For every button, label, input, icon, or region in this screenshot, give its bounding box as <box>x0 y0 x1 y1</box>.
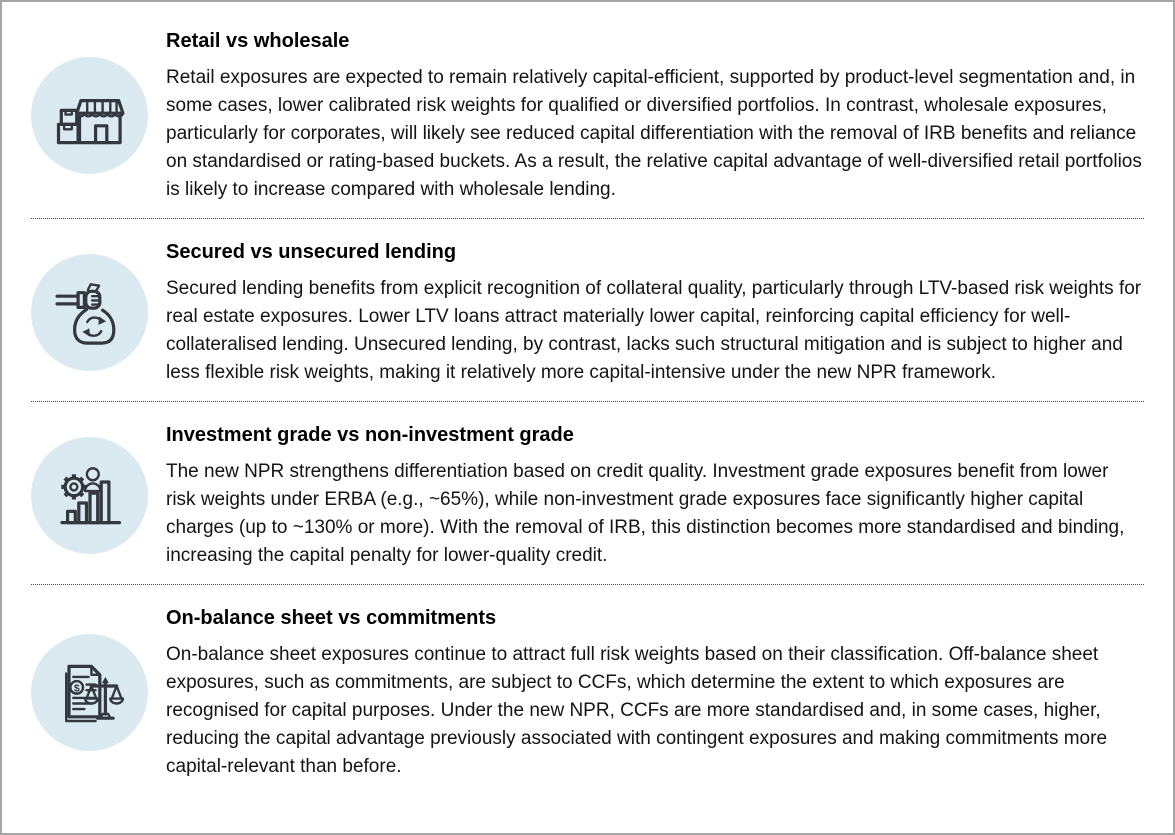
section-retail-vs-wholesale <box>31 2 1144 219</box>
section-content <box>166 421 1144 570</box>
section-body: Retail exposures are expected to remain relatively capital-efficient, supported by product-level segmentation and, in some cases, lower calibrated risk weights for qualified or diversified portfolios. In contrast, wholesale exposures, particularly for corporates, will likely see reduced capital differentiation with the removal of IRB benefits and reliance on standardised or rating-based buckets. As a result, the relative capital advantage of well-diversified retail portfolios is likely to increase compared with wholesale lending. <box>166 67 1142 200</box>
section-title: On-balance sheet vs commitments <box>166 607 497 629</box>
section-body: Secured lending benefits from explicit recognition of collateral quality, particularly through LTV-based risk weights for real estate exposures. Lower LTV loans attract materially lower capital, reinforcing capital efficiency for well-collateralised lending. Unsecured lending, by contrast, lacks such structural mitigation and is subject to higher and less flexible risk weights, making it relatively more capital-intensive under the new NPR framework. <box>166 278 1142 383</box>
icon-circle <box>31 437 148 554</box>
section-body: On-balance sheet exposures continue to attract full risk weights based on their classification. Off-balance sheet exposures, such as commitments, are subject to CCFs, which determine the extent to which exposures are recognised for capital purposes. Under the new NPR, CCFs are more standardised and, in some cases, higher, reducing the capital advantage previously associated with contingent exposures and making commitments more capital-relevant than before. <box>166 644 1108 777</box>
section-secured-vs-unsecured <box>31 219 1144 402</box>
section-content <box>166 604 1144 781</box>
hand-moneybag-icon <box>55 278 125 348</box>
section-content <box>166 27 1144 204</box>
icon-circle <box>31 57 148 174</box>
section-investment-grade <box>31 402 1144 585</box>
section-title: Retail vs wholesale <box>166 30 350 52</box>
section-on-balance-sheet <box>31 585 1144 795</box>
svg-text:$: $ <box>73 682 80 695</box>
gear-person-growth-chart-icon <box>55 461 125 531</box>
section-body: The new NPR strengthens differentiation based on credit quality. Investment grade exposures benefit from lower risk weights under ERBA (e.g., ~65%), while non-investment grade exposures face significantly higher capital charges (up to ~130% or more). With the removal of IRB, this distinction becomes more standardised and binding, increasing the capital penalty for lower-quality credit. <box>166 461 1125 566</box>
storefront-boxes-icon <box>55 81 125 151</box>
section-title: Investment grade vs non-investment grade <box>166 424 574 446</box>
document-scales-icon <box>55 658 125 728</box>
icon-circle <box>31 254 148 371</box>
icon-circle <box>31 634 148 751</box>
section-content <box>166 238 1144 387</box>
section-title: Secured vs unsecured lending <box>166 241 457 263</box>
